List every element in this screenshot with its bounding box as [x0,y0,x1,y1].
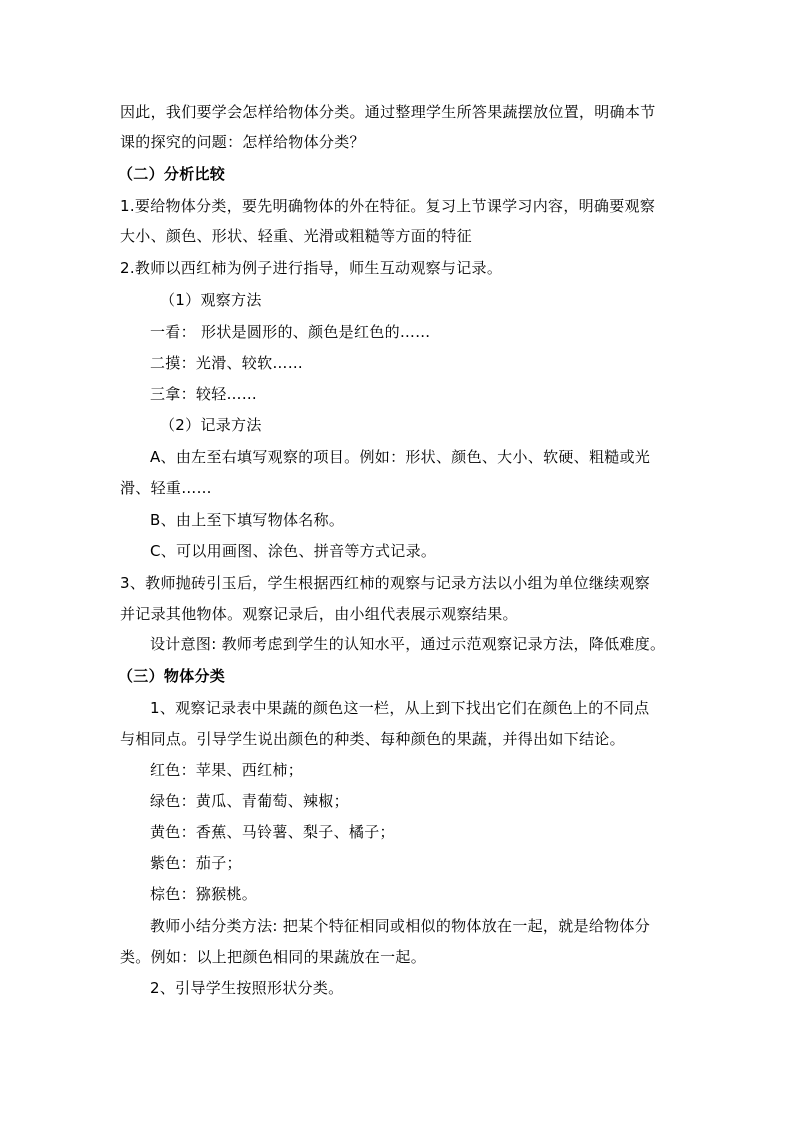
subheading: （1）观察方法 [160,291,262,309]
paragraph-line: 与相同点。引导学生说出颜色的种类、每种颜色的果蔬，并得出如下结论。 [120,730,625,748]
paragraph-line: 大小、颜色、形状、轻重、光滑或粗糙等方面的特征 [120,227,472,245]
section-heading: （二）分析比较 [118,165,226,183]
paragraph-line: 一看： 形状是圆形的、颜色是红色的…… [150,323,431,341]
paragraph-line: 1.要给物体分类，要先明确物体的外在特征。复习上节课学习内容，明确要观察 [120,197,656,215]
paragraph-line: 滑、轻重…… [120,479,212,497]
list-item: 棕色：猕猴桃。 [150,885,258,903]
paragraph-line: 三拿：较轻…… [150,385,258,403]
list-item: 黄色：香蕉、马铃薯、梨子、橘子； [150,823,395,841]
paragraph-line: 课的探究的问题：怎样给物体分类？ [120,133,365,151]
paragraph-line: 并记录其他物体。观察记录后，由小组代表展示观察结果。 [120,605,518,623]
paragraph-line: 类。例如：以上把颜色相同的果蔬放在一起。 [120,948,427,966]
paragraph-line: A、由左至右填写观察的项目。例如：形状、颜色、大小、软硬、粗糙或光 [150,448,651,466]
subheading: （2）记录方法 [160,416,262,434]
paragraph-line: 2、引导学生按照形状分类。 [150,979,344,997]
paragraph-line: B、由上至下填写物体名称。 [150,511,345,529]
paragraph-line: 教师小结分类方法: 把某个特征相同或相似的物体放在一起，就是给物体分 [150,917,651,935]
paragraph-line: 二摸：光滑、较软…… [150,354,304,372]
paragraph-line: 3、教师抛砖引玉后，学生根据西红柿的观察与记录方法以小组为单位继续观察 [120,574,651,592]
paragraph-line: C、可以用画图、涂色、拼音等方式记录。 [150,542,437,560]
list-item: 绿色：黄瓜、青葡萄、辣椒； [150,792,349,810]
paragraph-line: 设计意图: 教师考虑到学生的认知水平，通过示范观察记录方法，降低难度。 [150,635,666,653]
list-item: 红色：苹果、西红柿； [150,761,304,779]
list-item: 紫色：茄子； [150,854,242,872]
paragraph-line: 2.教师以西红柿为例子进行指导，师生互动观察与记录。 [120,259,503,277]
paragraph-line: 因此，我们要学会怎样给物体分类。通过整理学生所答果蔬摆放位置，明确本节 [120,103,656,121]
paragraph-line: 1、观察记录表中果蔬的颜色这一栏，从上到下找出它们在颜色上的不同点 [150,699,650,717]
section-heading: （三）物体分类 [118,667,226,685]
